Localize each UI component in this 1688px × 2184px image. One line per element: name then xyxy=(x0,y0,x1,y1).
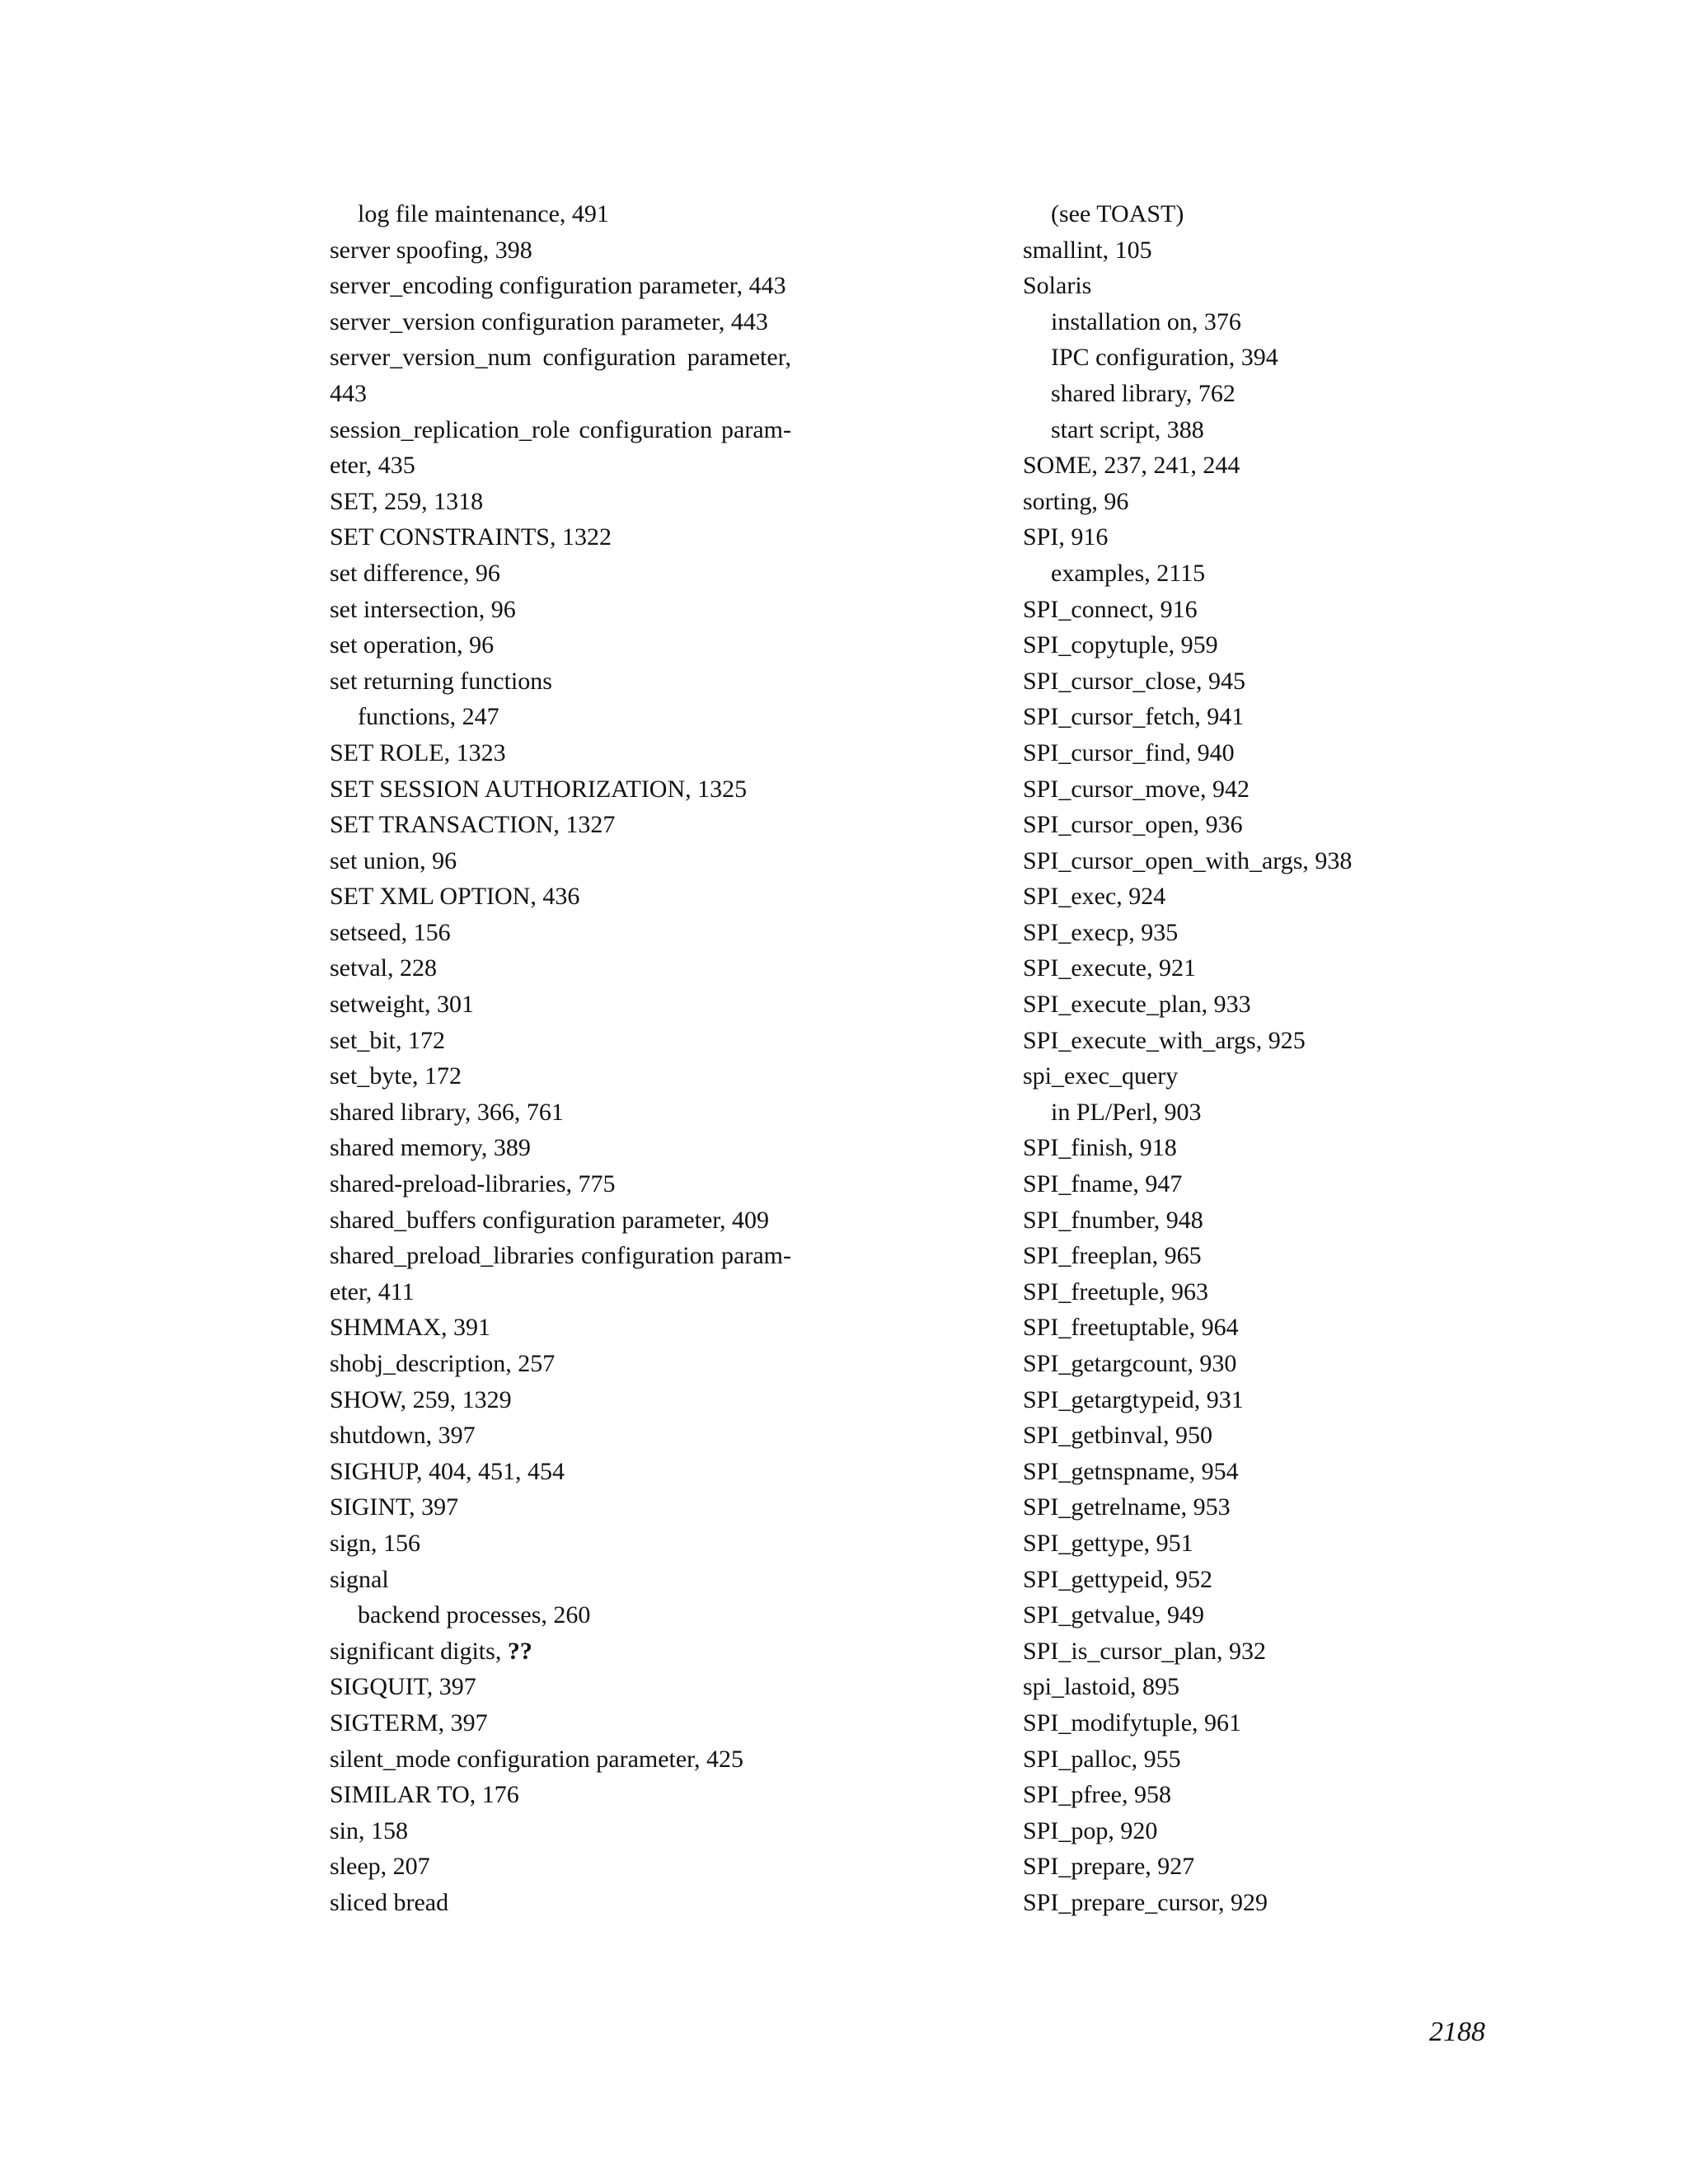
index-entry: set_bit, 172 xyxy=(330,1026,445,1054)
index-entry: shared_buffers configuration parameter, 409 xyxy=(330,1206,770,1234)
index-entry: server spoofing, 398 xyxy=(330,236,532,264)
index-entry: setval, 228 xyxy=(330,954,437,982)
index-entry: SPI_pfree, 958 xyxy=(1023,1781,1171,1809)
index-entry: sin, 158 xyxy=(330,1816,409,1844)
index-entry: SPI_getvalue, 949 xyxy=(1023,1601,1204,1629)
index-entry: SET, 259, 1318 xyxy=(330,487,484,515)
index-entry: set returning functions xyxy=(330,667,552,695)
index-entry: set_byte, 172 xyxy=(330,1062,462,1090)
index-entry: significant digits, ?? xyxy=(330,1637,532,1665)
index-entry: SIGQUIT, 397 xyxy=(330,1673,476,1701)
index-entry: SPI_modifytuple, 961 xyxy=(1023,1708,1242,1736)
index-entry: SET CONSTRAINTS, 1322 xyxy=(330,523,612,551)
index-entry: SET XML OPTION, 436 xyxy=(330,883,580,911)
index-entry: 443 xyxy=(330,379,367,407)
index-entry: SPI_fname, 947 xyxy=(1023,1170,1183,1198)
index-entry: SPI_execute_plan, 933 xyxy=(1023,991,1251,1019)
index-entry: SPI_cursor_move, 942 xyxy=(1023,775,1250,803)
index-entry: signal xyxy=(330,1565,389,1593)
index-entry: SPI, 916 xyxy=(1023,523,1109,551)
index-entry: session_replication_role configuration param- xyxy=(330,415,791,443)
index-entry: shared_preload_libraries configuration param- xyxy=(330,1242,791,1270)
index-subentry: shared library, 762 xyxy=(1051,379,1236,407)
index-entry: shared-preload-libraries, 775 xyxy=(330,1170,616,1198)
index-entry: server_version configuration parameter, 443 xyxy=(330,307,768,335)
index-entry: server_encoding configuration parameter, 443 xyxy=(330,272,786,300)
index-entry: SET TRANSACTION, 1327 xyxy=(330,811,616,839)
index-entry: SPI_prepare_cursor, 929 xyxy=(1023,1888,1268,1916)
index-entry: shutdown, 397 xyxy=(330,1422,476,1450)
index-entry: SIGHUP, 404, 451, 454 xyxy=(330,1457,565,1485)
index-entry: spi_lastoid, 895 xyxy=(1023,1673,1180,1701)
index-entry: SPI_getargcount, 930 xyxy=(1023,1350,1237,1377)
unresolved-reference: ?? xyxy=(507,1637,532,1665)
index-entry: sign, 156 xyxy=(330,1529,421,1557)
index-entry: SPI_execute_with_args, 925 xyxy=(1023,1026,1306,1054)
index-entry: SPI_execp, 935 xyxy=(1023,918,1179,946)
index-entry: SPI_is_cursor_plan, 932 xyxy=(1023,1637,1266,1665)
index-entry: SPI_connect, 916 xyxy=(1023,595,1198,623)
index-entry: SPI_cursor_close, 945 xyxy=(1023,667,1245,695)
index-entry: SPI_pop, 920 xyxy=(1023,1816,1158,1844)
index-subentry: installation on, 376 xyxy=(1051,307,1241,335)
index-entry: SIGTERM, 397 xyxy=(330,1708,488,1736)
index-subentry: log file maintenance, 491 xyxy=(358,200,609,227)
index-entry: setseed, 156 xyxy=(330,918,451,946)
index-entry: eter, 411 xyxy=(330,1277,415,1305)
index-entry: shobj_description, 257 xyxy=(330,1350,556,1377)
index-entry: spi_exec_query xyxy=(1023,1062,1179,1090)
index-subentry: examples, 2115 xyxy=(1051,559,1206,587)
index-entry: smallint, 105 xyxy=(1023,236,1152,264)
index-entry: shared memory, 389 xyxy=(330,1134,531,1162)
index-entry: SPI_exec, 924 xyxy=(1023,883,1166,911)
index-entry: SPI_fnumber, 948 xyxy=(1023,1206,1203,1234)
index-subentry: IPC configuration, 394 xyxy=(1051,344,1278,372)
index-entry: eter, 435 xyxy=(330,452,415,480)
index-entry: SHOW, 259, 1329 xyxy=(330,1385,512,1413)
index-subentry: (see TOAST) xyxy=(1051,200,1184,227)
index-entry: Solaris xyxy=(1023,272,1092,300)
index-entry: SPI_copytuple, 959 xyxy=(1023,631,1218,659)
index-entry: set operation, 96 xyxy=(330,631,495,659)
index-entry: SPI_freeplan, 965 xyxy=(1023,1242,1202,1270)
index-subentry: start script, 388 xyxy=(1051,415,1204,443)
index-entry: SOME, 237, 241, 244 xyxy=(1023,452,1240,480)
index-entry: SPI_cursor_open_with_args, 938 xyxy=(1023,846,1353,874)
index-entry: SPI_freetuptable, 964 xyxy=(1023,1314,1239,1342)
index-entry: SET SESSION AUTHORIZATION, 1325 xyxy=(330,775,748,803)
page-number: 2188 xyxy=(1429,2017,1485,2047)
index-entry: sleep, 207 xyxy=(330,1853,430,1881)
index-entry: SIMILAR TO, 176 xyxy=(330,1781,519,1809)
index-entry: server_version_num configuration parameter, xyxy=(330,344,791,372)
index-entry: SPI_gettype, 951 xyxy=(1023,1529,1193,1557)
index-entry: setweight, 301 xyxy=(330,991,474,1019)
index-entry: sliced bread xyxy=(330,1888,449,1916)
index-entry: set intersection, 96 xyxy=(330,595,516,623)
index-entry: silent_mode configuration parameter, 425 xyxy=(330,1745,743,1773)
index-column-right xyxy=(1023,196,1484,1921)
index-entry: SIGINT, 397 xyxy=(330,1493,459,1521)
index-entry: SPI_getbinval, 950 xyxy=(1023,1422,1212,1450)
index-entry: SET ROLE, 1323 xyxy=(330,738,506,766)
index-entry: sorting, 96 xyxy=(1023,487,1129,515)
index-entry: SPI_cursor_open, 936 xyxy=(1023,811,1243,839)
index-entry: set union, 96 xyxy=(330,846,457,874)
index-entry: SPI_cursor_find, 940 xyxy=(1023,738,1235,766)
index-column-left xyxy=(330,196,791,1921)
index-entry: shared library, 366, 761 xyxy=(330,1098,564,1126)
index-entry: SPI_freetuple, 963 xyxy=(1023,1277,1208,1305)
index-entry: SHMMAX, 391 xyxy=(330,1314,491,1342)
index-entry: SPI_gettypeid, 952 xyxy=(1023,1565,1212,1593)
index-entry: SPI_getrelname, 953 xyxy=(1023,1493,1231,1521)
index-subentry: backend processes, 260 xyxy=(358,1601,591,1629)
index-entry: SPI_cursor_fetch, 941 xyxy=(1023,703,1245,731)
index-entry: SPI_palloc, 955 xyxy=(1023,1745,1181,1773)
index-entry: SPI_prepare, 927 xyxy=(1023,1853,1195,1881)
index-entry: SPI_finish, 918 xyxy=(1023,1134,1177,1162)
index-subentry: in PL/Perl, 903 xyxy=(1051,1098,1202,1126)
index-entry: SPI_getargtypeid, 931 xyxy=(1023,1385,1244,1413)
index-subentry: functions, 247 xyxy=(358,703,499,731)
index-entry: set difference, 96 xyxy=(330,559,500,587)
index-entry: SPI_getnspname, 954 xyxy=(1023,1457,1239,1485)
index-entry: SPI_execute, 921 xyxy=(1023,954,1196,982)
